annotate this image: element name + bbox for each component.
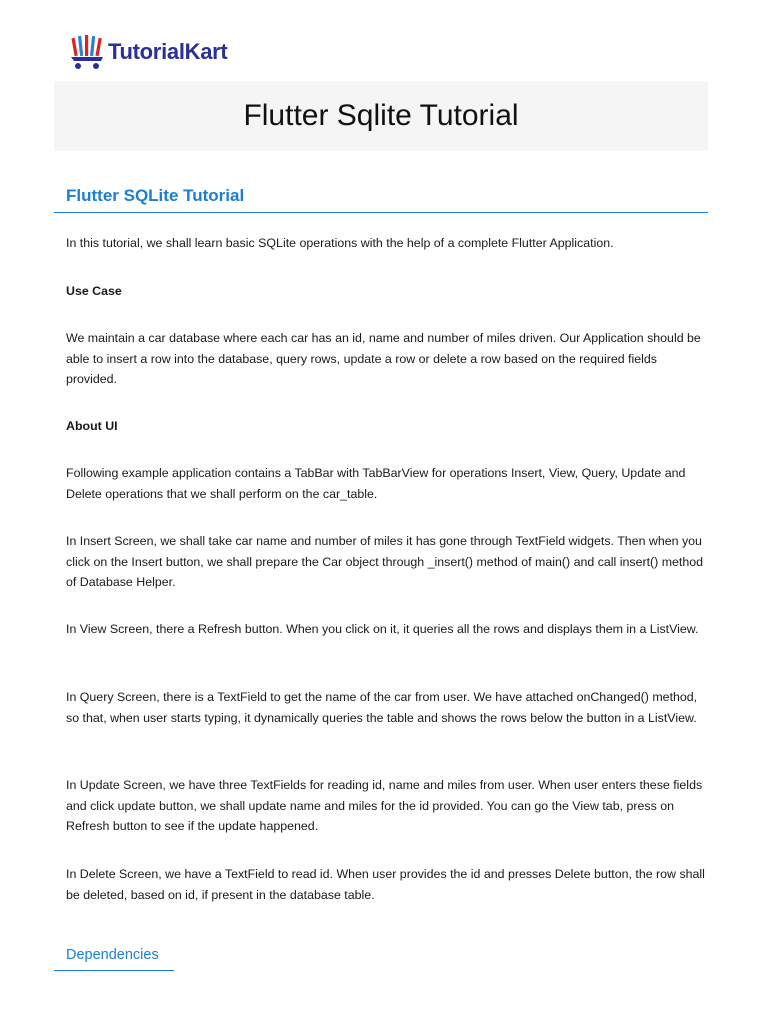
dependencies-heading (54, 944, 174, 971)
use-case-heading: Use Case (66, 284, 122, 298)
update-screen-paragraph: In Update Screen, we have three TextFields for reading id, name and miles from user. When user enters these fields and click update button, we shall update name and miles for the id provided. You can go the View tab, press on Refresh button to see if the update happened. (66, 778, 703, 833)
section-heading-text: Flutter SQLite Tutorial (66, 186, 245, 205)
tutorialkart-logo[interactable] (70, 32, 227, 72)
insert-screen-paragraph: In Insert Screen, we shall take car name and number of miles it has gone through TextField widgets. Then when you click on the Insert button, we shall prepare the Car object through _insert() method of main() and call insert() method of Database Helper. (66, 534, 704, 589)
cart-logo-icon (70, 32, 106, 72)
use-case-paragraph: We maintain a car database where each car has an id, name and number of miles driven. Our Application should be able to insert a row into the database, query rows, update a row or delete a row based on the required fields provided. (66, 331, 701, 386)
about-ui-heading: About UI (66, 419, 118, 433)
dependencies-heading-text: Dependencies (66, 947, 159, 963)
page-title: Flutter Sqlite Tutorial (243, 99, 519, 132)
about-ui-paragraph: Following example application contains a TabBar with TabBarView for operations Insert, View, Query, Update and Delete operations that we shall perform on the car_table. (66, 466, 686, 501)
intro-paragraph: In this tutorial, we shall learn basic SQLite operations with the help of a complete Flutter Application. (66, 236, 614, 250)
section-heading (54, 183, 708, 213)
logo-text: TutorialKart (108, 39, 228, 64)
view-screen-paragraph: In View Screen, there a Refresh button. When you click on it, it queries all the rows and displays them in a ListView. (66, 622, 699, 636)
query-screen-paragraph: In Query Screen, there is a TextField to get the name of the car from user. We have attached onChanged() method, so that, when user starts typing, it dynamically queries the table and shows the rows below the button in a ListView. (66, 690, 698, 725)
page-title-banner (54, 81, 708, 151)
delete-screen-paragraph: In Delete Screen, we have a TextField to read id. When user provides the id and presses Delete button, the row shall be deleted, based on id, if present in the database table. (66, 867, 705, 902)
